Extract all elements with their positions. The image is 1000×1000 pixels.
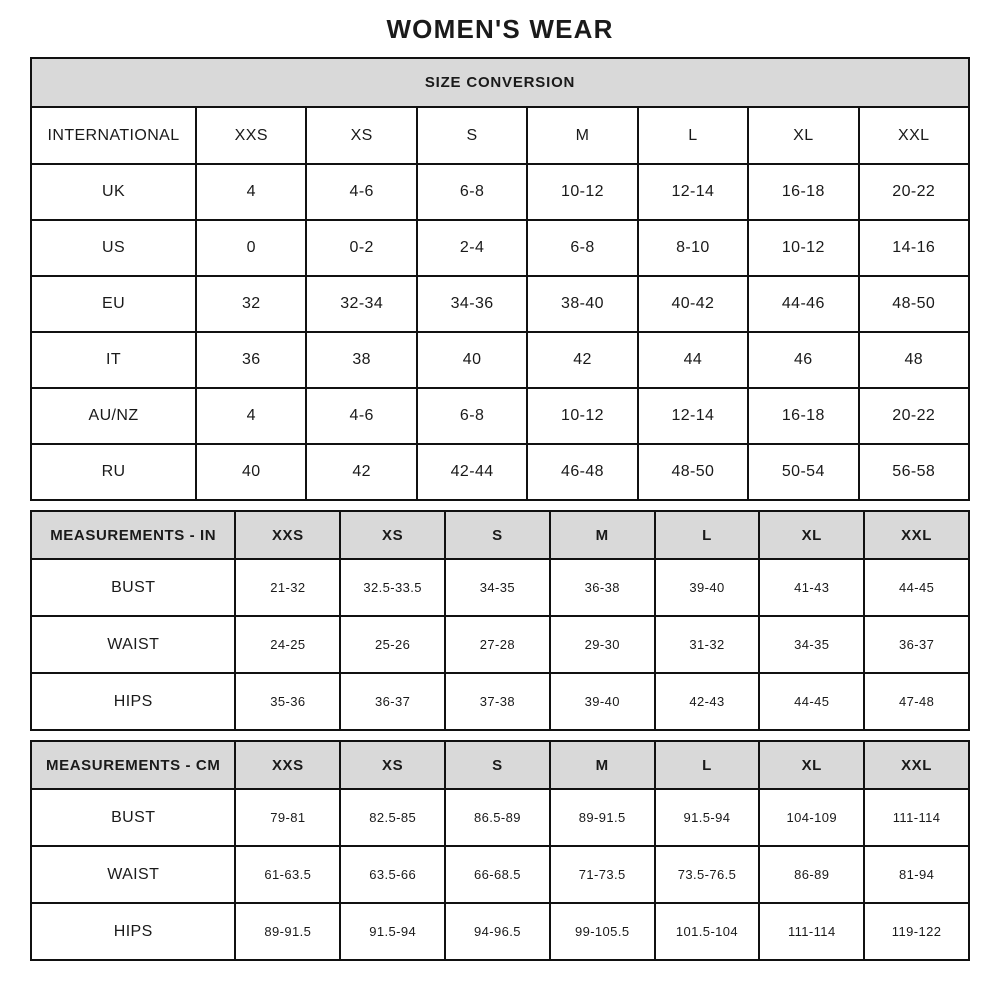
value-cell: 24-25 xyxy=(235,616,340,673)
measurements-centimeters-table xyxy=(30,740,970,961)
value-cell: 101.5-104 xyxy=(655,903,760,960)
size-column-label-xs: XS xyxy=(306,107,416,164)
column-header-row xyxy=(31,511,969,559)
value-cell: 29-30 xyxy=(550,616,655,673)
value-cell: 10-12 xyxy=(748,220,858,276)
value-cell: 10-12 xyxy=(527,164,637,220)
size-column-label-m: M xyxy=(550,741,655,789)
value-cell: 42-43 xyxy=(655,673,760,730)
size-column-label-xxs: XXS xyxy=(196,107,306,164)
value-cell: 4 xyxy=(196,164,306,220)
value-cell: 46-48 xyxy=(527,444,637,500)
size-column-label-l: L xyxy=(655,741,760,789)
value-cell: 40-42 xyxy=(638,276,748,332)
value-cell: 91.5-94 xyxy=(655,789,760,846)
table-row xyxy=(31,388,969,444)
value-cell: 12-14 xyxy=(638,164,748,220)
value-cell: 42 xyxy=(527,332,637,388)
size-column-label-xxs: XXS xyxy=(235,511,340,559)
value-cell: 104-109 xyxy=(759,789,864,846)
value-cell: 44 xyxy=(638,332,748,388)
value-cell: 4 xyxy=(196,388,306,444)
row-label: EU xyxy=(31,276,196,332)
value-cell: 39-40 xyxy=(550,673,655,730)
value-cell: 71-73.5 xyxy=(550,846,655,903)
table-row xyxy=(31,276,969,332)
size-column-label-s: S xyxy=(417,107,527,164)
value-cell: 94-96.5 xyxy=(445,903,550,960)
page-title: WOMEN'S WEAR xyxy=(386,14,614,44)
table-row xyxy=(31,616,969,673)
value-cell: 40 xyxy=(417,332,527,388)
value-cell: 56-58 xyxy=(859,444,969,500)
value-cell: 111-114 xyxy=(759,903,864,960)
value-cell: 6-8 xyxy=(527,220,637,276)
row-label: BUST xyxy=(31,789,235,846)
value-cell: 2-4 xyxy=(417,220,527,276)
value-cell: 32-34 xyxy=(306,276,416,332)
value-cell: 32 xyxy=(196,276,306,332)
value-cell: 99-105.5 xyxy=(550,903,655,960)
value-cell: 79-81 xyxy=(235,789,340,846)
table-row xyxy=(31,444,969,500)
value-cell: 20-22 xyxy=(859,388,969,444)
value-cell: 8-10 xyxy=(638,220,748,276)
value-cell: 4-6 xyxy=(306,164,416,220)
size-column-label-xs: XS xyxy=(340,511,445,559)
size-column-label-l: L xyxy=(655,511,760,559)
row-label: US xyxy=(31,220,196,276)
row-label: WAIST xyxy=(31,846,235,903)
value-cell: 44-45 xyxy=(759,673,864,730)
value-cell: 34-36 xyxy=(417,276,527,332)
size-column-label-xl: XL xyxy=(748,107,858,164)
value-cell: 21-32 xyxy=(235,559,340,616)
value-cell: 16-18 xyxy=(748,164,858,220)
value-cell: 6-8 xyxy=(417,164,527,220)
table-row xyxy=(31,903,969,960)
value-cell: 86.5-89 xyxy=(445,789,550,846)
value-cell: 89-91.5 xyxy=(235,903,340,960)
value-cell: 10-12 xyxy=(527,388,637,444)
table-row xyxy=(31,559,969,616)
value-cell: 48-50 xyxy=(638,444,748,500)
row-header-label: INTERNATIONAL xyxy=(31,107,196,164)
table-row xyxy=(31,673,969,730)
size-column-label-m: M xyxy=(527,107,637,164)
value-cell: 46 xyxy=(748,332,858,388)
value-cell: 44-46 xyxy=(748,276,858,332)
size-column-label-xxl: XXL xyxy=(864,741,969,789)
value-cell: 119-122 xyxy=(864,903,969,960)
value-cell: 86-89 xyxy=(759,846,864,903)
value-cell: 48 xyxy=(859,332,969,388)
value-cell: 61-63.5 xyxy=(235,846,340,903)
value-cell: 44-45 xyxy=(864,559,969,616)
value-cell: 36-38 xyxy=(550,559,655,616)
value-cell: 37-38 xyxy=(445,673,550,730)
table-row xyxy=(31,220,969,276)
size-column-label-xxl: XXL xyxy=(864,511,969,559)
value-cell: 73.5-76.5 xyxy=(655,846,760,903)
value-cell: 0-2 xyxy=(306,220,416,276)
column-header-row xyxy=(31,107,969,164)
size-column-label-xxl: XXL xyxy=(859,107,969,164)
row-header-label: MEASUREMENTS - IN xyxy=(31,511,235,559)
size-column-label-s: S xyxy=(445,741,550,789)
value-cell: 63.5-66 xyxy=(340,846,445,903)
value-cell: 81-94 xyxy=(864,846,969,903)
value-cell: 41-43 xyxy=(759,559,864,616)
column-header-row xyxy=(31,741,969,789)
row-label: HIPS xyxy=(31,673,235,730)
size-column-label-xs: XS xyxy=(340,741,445,789)
row-label: WAIST xyxy=(31,616,235,673)
value-cell: 32.5-33.5 xyxy=(340,559,445,616)
value-cell: 14-16 xyxy=(859,220,969,276)
value-cell: 39-40 xyxy=(655,559,760,616)
value-cell: 38-40 xyxy=(527,276,637,332)
row-label: HIPS xyxy=(31,903,235,960)
value-cell: 31-32 xyxy=(655,616,760,673)
table-title-row xyxy=(31,58,969,107)
value-cell: 20-22 xyxy=(859,164,969,220)
value-cell: 34-35 xyxy=(759,616,864,673)
value-cell: 66-68.5 xyxy=(445,846,550,903)
table-row xyxy=(31,332,969,388)
size-column-label-s: S xyxy=(445,511,550,559)
value-cell: 34-35 xyxy=(445,559,550,616)
measurements-inches-table xyxy=(30,510,970,731)
value-cell: 4-6 xyxy=(306,388,416,444)
row-label: UK xyxy=(31,164,196,220)
value-cell: 50-54 xyxy=(748,444,858,500)
value-cell: 6-8 xyxy=(417,388,527,444)
value-cell: 25-26 xyxy=(340,616,445,673)
size-column-label-xl: XL xyxy=(759,511,864,559)
value-cell: 82.5-85 xyxy=(340,789,445,846)
value-cell: 36 xyxy=(196,332,306,388)
value-cell: 12-14 xyxy=(638,388,748,444)
value-cell: 91.5-94 xyxy=(340,903,445,960)
value-cell: 42-44 xyxy=(417,444,527,500)
value-cell: 0 xyxy=(196,220,306,276)
row-label: AU/NZ xyxy=(31,388,196,444)
size-column-label-xxs: XXS xyxy=(235,741,340,789)
value-cell: 48-50 xyxy=(859,276,969,332)
value-cell: 35-36 xyxy=(235,673,340,730)
value-cell: 38 xyxy=(306,332,416,388)
table-title: SIZE CONVERSION xyxy=(31,58,969,107)
value-cell: 16-18 xyxy=(748,388,858,444)
value-cell: 111-114 xyxy=(864,789,969,846)
value-cell: 47-48 xyxy=(864,673,969,730)
row-label: RU xyxy=(31,444,196,500)
table-row xyxy=(31,846,969,903)
size-conversion-table xyxy=(30,57,970,501)
value-cell: 36-37 xyxy=(864,616,969,673)
table-row xyxy=(31,164,969,220)
row-header-label: MEASUREMENTS - CM xyxy=(31,741,235,789)
value-cell: 42 xyxy=(306,444,416,500)
value-cell: 89-91.5 xyxy=(550,789,655,846)
value-cell: 36-37 xyxy=(340,673,445,730)
size-column-label-l: L xyxy=(638,107,748,164)
size-column-label-m: M xyxy=(550,511,655,559)
size-column-label-xl: XL xyxy=(759,741,864,789)
table-row xyxy=(31,789,969,846)
value-cell: 40 xyxy=(196,444,306,500)
row-label: IT xyxy=(31,332,196,388)
value-cell: 27-28 xyxy=(445,616,550,673)
row-label: BUST xyxy=(31,559,235,616)
